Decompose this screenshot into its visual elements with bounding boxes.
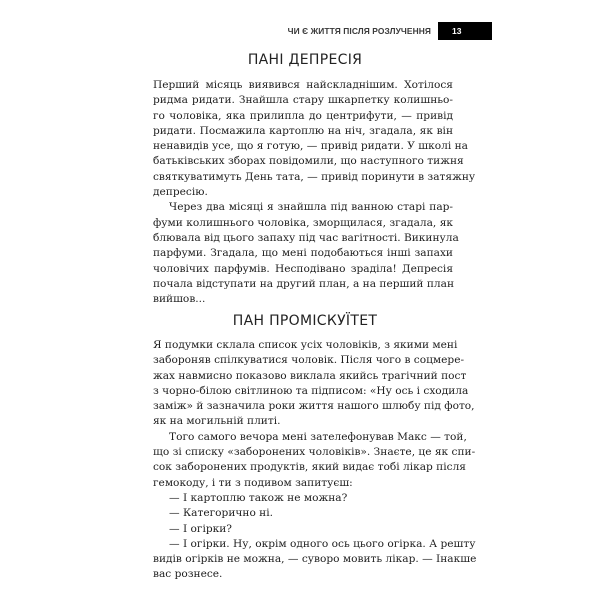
text-line: жах навмисно показово виклала якийсь трагічний пост — [153, 369, 467, 382]
text-line: забороняв спілкуватися чоловік. Після чого в соцмере- — [153, 354, 465, 367]
text-line: Того самого вечора мені зателефонував Макс — той, — [169, 430, 467, 443]
text-line: гемокоду, і ти з подивом запитуєш: — [153, 476, 353, 489]
text-line: святкуватимуть День тата, — привід поринути в затяжну — [153, 170, 476, 183]
text-line: вас рознесе. — [153, 568, 223, 581]
dialogue-line: — І огірки. Ну, окрім одного ось цього огірка. А решту — [169, 537, 476, 550]
text-line: батьківських зборах повідомили, що наступного тижня — [153, 155, 464, 168]
text-line: видів огірків не можна, — суворо мовить лікар. — Інакше — [153, 553, 477, 566]
text-line: почала відступати на другий план, а на перший план — [153, 277, 455, 290]
text-line: як на могильній плиті. — [153, 415, 281, 428]
section-title-depression: ПАНІ ДЕПРЕСІЯ — [247, 52, 363, 68]
section-body-promiscuity — [153, 338, 477, 583]
text-line: Через два місяці я знайшла під ванною старі пар- — [169, 201, 453, 214]
text-line: блювала від цього запаху під час вагітності. Викинула — [153, 231, 459, 244]
text-line: вийшов... — [153, 293, 206, 306]
text-line: ридма ридати. Знайшла стару шкарпетку колишньо- — [153, 94, 453, 107]
text-line: парфуми. Згадала, що мені подобаються інші запахи — [153, 247, 453, 260]
running-header-title: ЧИ Є ЖИТТЯ ПІСЛЯ РОЗЛУЧЕННЯ — [287, 26, 431, 36]
text-line: депресію. — [153, 186, 208, 199]
text-line: чоловічих парфумів. Несподівано зраділа! Депресія — [153, 262, 453, 275]
text-line: Перший місяць виявився найскладнішим. Хотілося — [153, 79, 453, 91]
text-line: з чорно-білою світлиною та підписом: «Ну ось і сходила — [153, 384, 469, 397]
dialogue-line: — І картоплю також не можна? — [169, 491, 348, 504]
text-line: фуми колишнього чоловіка, зморщилася, згадала, як — [153, 216, 453, 229]
section-body-depression — [153, 78, 476, 307]
text-line: заміж» й зазначила роки життя нашого шлюбу під фото, — [153, 400, 475, 413]
text-line: ридати. Посмажила картоплю на ніч, згадала, як він — [153, 124, 453, 137]
text-line: сок заборонених продуктів, який видає тобі лікар після — [153, 461, 466, 474]
dialogue-line: — І огірки? — [169, 522, 232, 535]
text-line: що зі списку «заборонених чоловіків». Знаєте, це як спи- — [153, 446, 476, 459]
page-number-badge: 13 — [438, 22, 492, 40]
dialogue-line: — Категорично ні. — [169, 507, 274, 520]
text-line: Я подумки склала список усіх чоловіків, з якими мені — [153, 339, 458, 351]
text-line: го чоловіка, яка прилипла до центрифути, — привід — [153, 109, 453, 122]
section-title-promiscuity: ПАН ПРОМІСКУЇТЕТ — [232, 313, 378, 329]
text-line: ненавидів усе, що я готую, — привід ридати. У школі на — [153, 140, 468, 153]
